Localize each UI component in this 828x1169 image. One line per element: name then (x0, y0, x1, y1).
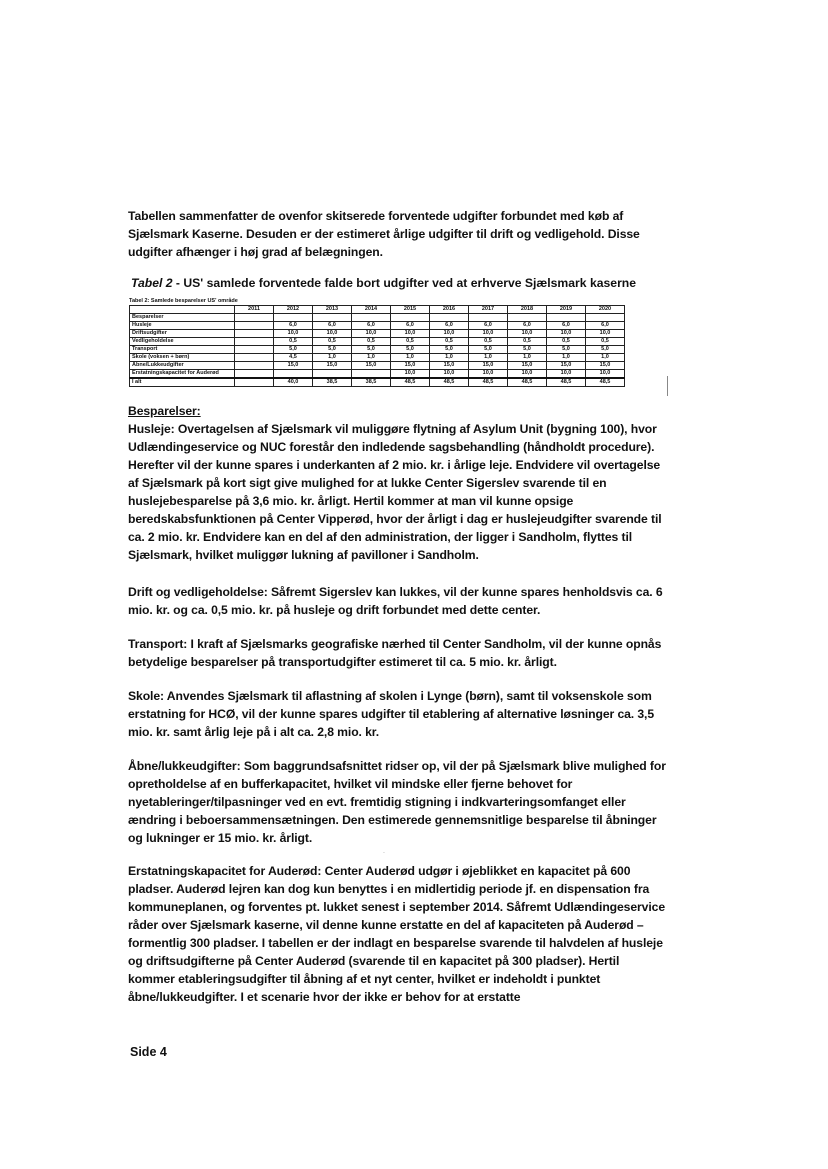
page-number: Side 4 (130, 1045, 167, 1059)
table-cell (235, 314, 274, 322)
table-caption-label: Tabel 2 (131, 276, 173, 290)
table-cell: 48,5 (508, 378, 547, 387)
table-cell: 6,0 (313, 322, 352, 330)
table-cell (586, 314, 625, 322)
table-caption-text: - US' samlede forventede falde bort udgifter ved at erhverve Sjælsmark kaserne (172, 276, 637, 290)
paragraph-husleje: Husleje: Overtagelsen af Sjælsmark vil muliggøre flytning af Asylum Unit (bygning 100), hvor Udlændingeservice og NUC forestår den indledende sagsbehandling (håndholdt procedure). Herefter vil der kunne spares i underkanten af 2 mio. kr. i årlige leje. Endvidere vil overtagelse af Sjælsmark på kort sigt give mulighed for at lukke Center Sigerslev svarende til en huslejebesparelse på 3,6 mio. kr. årligt. Hertil kommer at man vil kunne opsige beredskabsfunktionen på Center Vipperød, hvor der årligt i dag er huslejeudgifter svarende til ca. 2 mio. kr. Endvidere kan en del af den administration, der ligger i Sandholm, flyttes til Sjælsmark, hvilket muliggør lukning af pavilloner i Sandholm. (128, 422, 662, 562)
row-label: I alt (130, 378, 235, 387)
column-header: 2014 (352, 306, 391, 314)
table-cell: 10,0 (508, 370, 547, 379)
table-cell: 5,0 (391, 346, 430, 354)
intro-paragraph: Tabellen sammenfatter de ovenfor skitserede forventede udgifter forbundet med køb af Sjælsmark Kaserne. Desuden er der estimeret årlige udgifter til drift og vedligehold. Disse udgifter afhænger i høj grad af belægningen. (128, 209, 640, 259)
table-cell: 48,5 (391, 378, 430, 387)
row-label: Erstatningskapacitet for Auderød (130, 370, 235, 379)
table-row (130, 330, 625, 338)
table-cell: 0,5 (508, 338, 547, 346)
table-cell: 0,5 (313, 338, 352, 346)
table-cell: 10,0 (391, 370, 430, 379)
table-row (130, 346, 625, 354)
table-cell (352, 314, 391, 322)
table-cell: 6,0 (508, 322, 547, 330)
table-cell: 10,0 (547, 370, 586, 379)
column-header: 2019 (547, 306, 586, 314)
table-cell: 10,0 (352, 330, 391, 338)
table-cell: 0,5 (430, 338, 469, 346)
table-cell: 0,5 (391, 338, 430, 346)
table-cell: 10,0 (469, 370, 508, 379)
table-subtitle: Tabel 2: Samlede besparelser US' område (129, 298, 238, 304)
table-cell (235, 370, 274, 379)
table-cell: 38,5 (352, 378, 391, 387)
table-cell (352, 370, 391, 379)
table-cell (547, 314, 586, 322)
table-cell: 4,5 (274, 354, 313, 362)
table-cell: 5,0 (469, 346, 508, 354)
table-cell (235, 362, 274, 370)
column-header (130, 306, 235, 314)
table-cell: 48,5 (547, 378, 586, 387)
table-cell (313, 370, 352, 379)
table-cell: 10,0 (313, 330, 352, 338)
table-cell: 0,5 (586, 338, 625, 346)
table-cell: 38,5 (313, 378, 352, 387)
table-row (130, 362, 625, 370)
table-cell (235, 354, 274, 362)
paragraph-erstatning: Erstatningskapacitet for Auderød: Center Auderød udgør i øjeblikket en kapacitet på 600 pladser. Auderød lejren kan dog kun benyttes i en midlertidig periode jf. en dispensation fra kommuneplanen, og forventes pt. lukket senest i september 2014. Såfremt Udlændingeservice råder over Sjælsmark kaserne, vil denne kunne erstatte en del af kapaciteten på Auderød – formentlig 300 pladser. I tabellen er der indlagt en besparelse svarende til halvdelen af husleje og driftsudgifterne på Center Auderød (svarende til en kapacitet på 300 pladser). Hertil kommer etableringsudgifter til åbning af et nyt center, hvilket er indeholdt i punktet åbne/lukkeudgifter. I et scenarie hvor der ikke er behov for at erstatte (128, 864, 666, 1004)
table-cell: 10,0 (586, 330, 625, 338)
table-cell: 6,0 (274, 322, 313, 330)
column-header: 2015 (391, 306, 430, 314)
table-cell (235, 330, 274, 338)
paragraph-drift: Drift og vedligeholdelse: Såfremt Sigerslev kan lukkes, vil der kunne spares henholdsvis ca. 6 mio. kr. og ca. 0,5 mio. kr. på husleje og drift forbundet med dette center. (128, 585, 663, 617)
table-cell: 15,0 (313, 362, 352, 370)
column-header: 2012 (274, 306, 313, 314)
column-header: 2017 (469, 306, 508, 314)
table-cell (469, 314, 508, 322)
table-cell: 5,0 (508, 346, 547, 354)
table-cell: 6,0 (430, 322, 469, 330)
table-cell: 5,0 (430, 346, 469, 354)
paragraph-aabne-lukke: Åbne/lukkeudgifter: Som baggrundsafsnittet ridser op, vil der på Sjælsmark blive mulighed for opretholdelse af en bufferkapacitet, hvilket vil mindske eller fjerne behovet for nyetableringer/tilpasninger ved en evt. fremtidig stigning i indkvarteringsomfanget eller ændring i beboersammensætningen. Den estimerede gennemsnitlige besparelse til åbninger og lukninger er 15 mio. kr. årligt. (128, 759, 666, 845)
table-row (130, 322, 625, 330)
row-label: Besparelser (130, 314, 235, 322)
table-cell: 15,0 (547, 362, 586, 370)
table-cell: 6,0 (547, 322, 586, 330)
table-cell: 1,0 (586, 354, 625, 362)
table-cell: 40,0 (274, 378, 313, 387)
table-cell (235, 322, 274, 330)
table-cell: 15,0 (352, 362, 391, 370)
table-cell: 10,0 (391, 330, 430, 338)
table-cell: 48,5 (469, 378, 508, 387)
table-header-row (130, 306, 625, 314)
row-label: Skole (voksen + børn) (130, 354, 235, 362)
column-header: 2011 (235, 306, 274, 314)
table-cell: 10,0 (469, 330, 508, 338)
table-cell: 15,0 (274, 362, 313, 370)
table-cell: 10,0 (430, 330, 469, 338)
table-cell: 10,0 (508, 330, 547, 338)
savings-heading: Besparelser: (128, 404, 201, 418)
table-cell (508, 314, 547, 322)
table-cell: 5,0 (274, 346, 313, 354)
table-row (130, 370, 625, 379)
table-cell: 0,5 (274, 338, 313, 346)
table-cell: 10,0 (430, 370, 469, 379)
table-cell: 0,5 (547, 338, 586, 346)
table-total-row (130, 378, 625, 387)
table-cell: 15,0 (469, 362, 508, 370)
table-cell: 6,0 (352, 322, 391, 330)
table-caption (131, 276, 671, 290)
table-cell (274, 314, 313, 322)
table-row (130, 314, 625, 322)
table-cell: 6,0 (391, 322, 430, 330)
table-row (130, 338, 625, 346)
table-cell: 6,0 (586, 322, 625, 330)
table-cell (313, 314, 352, 322)
table-cell: 48,5 (430, 378, 469, 387)
row-label: Husleje (130, 322, 235, 330)
table-cell: 10,0 (586, 370, 625, 379)
table-cell: 15,0 (508, 362, 547, 370)
row-label: Transport (130, 346, 235, 354)
table-cell (235, 346, 274, 354)
table-cell: 1,0 (391, 354, 430, 362)
table-cell: 5,0 (586, 346, 625, 354)
table-cell (235, 378, 274, 387)
column-header: 2013 (313, 306, 352, 314)
row-label: Driftsudgifter (130, 330, 235, 338)
table-cell: 1,0 (430, 354, 469, 362)
column-header: 2020 (586, 306, 625, 314)
table-cell (235, 338, 274, 346)
row-label: Vedligeholdelse (130, 338, 235, 346)
table-cell: 15,0 (430, 362, 469, 370)
table-cell: 10,0 (547, 330, 586, 338)
column-header: 2018 (508, 306, 547, 314)
table-cell: 5,0 (352, 346, 391, 354)
table-cell: 10,0 (274, 330, 313, 338)
table-cell: 0,5 (469, 338, 508, 346)
table-cell (274, 370, 313, 379)
table-cell: 1,0 (547, 354, 586, 362)
table-cell: 5,0 (313, 346, 352, 354)
paragraph-skole: Skole: Anvendes Sjælsmark til aflastning af skolen i Lynge (børn), samt til voksenskole som erstatning for HCØ, vil der kunne spares udgifter til etablering af alternative løsninger ca. 3,5 mio. kr. samt årlig leje på i alt ca. 2,8 mio. kr. (128, 689, 655, 739)
table-cell: 1,0 (469, 354, 508, 362)
table-cell (391, 314, 430, 322)
table-row (130, 354, 625, 362)
table-cell: 48,5 (586, 378, 625, 387)
row-label: Åbne/Lukkeudgifter (130, 362, 235, 370)
table-cell: 1,0 (313, 354, 352, 362)
expense-table-container (129, 298, 625, 387)
expense-table (129, 305, 625, 387)
table-cell: 0,5 (352, 338, 391, 346)
paragraph-transport: Transport: I kraft af Sjælsmarks geografiske nærhed til Center Sandholm, vil der kunne opnås betydelige besparelser på transportudgifter estimeret til ca. 5 mio. kr. årligt. (128, 637, 662, 669)
scan-mark (667, 376, 668, 396)
scan-speck: . (383, 848, 385, 855)
table-cell (430, 314, 469, 322)
table-cell: 1,0 (352, 354, 391, 362)
table-cell: 15,0 (391, 362, 430, 370)
table-cell: 5,0 (547, 346, 586, 354)
table-cell: 6,0 (469, 322, 508, 330)
table-cell: 1,0 (508, 354, 547, 362)
table-cell: 15,0 (586, 362, 625, 370)
column-header: 2016 (430, 306, 469, 314)
